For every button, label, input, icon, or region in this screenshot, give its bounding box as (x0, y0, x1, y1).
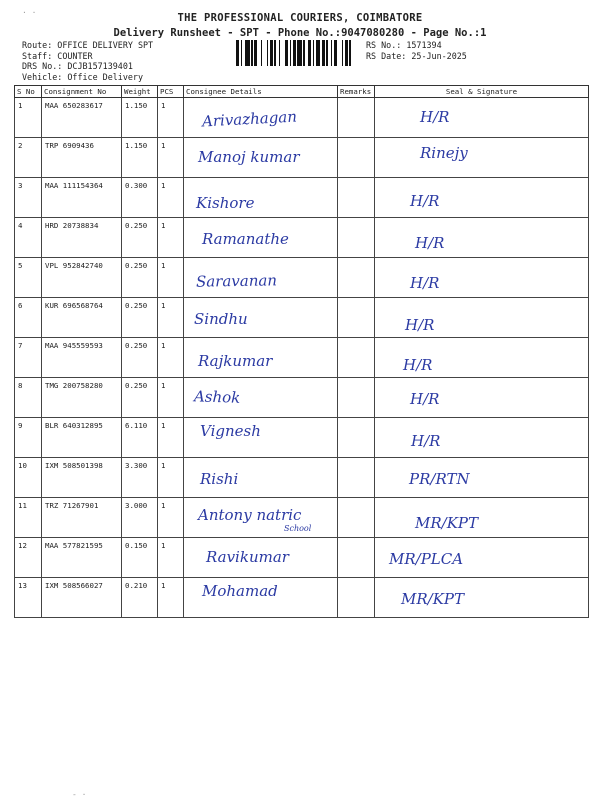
consignee-handwriting: Vignesh (200, 422, 261, 440)
cell-consignee (184, 258, 338, 298)
consignee-handwriting: Sindhu (194, 310, 248, 328)
cell-remarks (338, 298, 375, 338)
seal-handwriting: H/R (410, 192, 440, 210)
cell-seal-signature (375, 218, 589, 258)
table-row (15, 138, 589, 178)
vehicle-text: Vehicle: Office Delivery (22, 71, 144, 82)
cell-consignment-no: MAA 945559593 (42, 338, 122, 378)
cell-pcs: 1 (158, 418, 184, 458)
consignee-handwriting: Rishi (200, 470, 239, 488)
cell-weight: 1.150 (122, 138, 158, 178)
consignee-handwriting: Arivazhagan (201, 107, 298, 131)
cell-pcs: 1 (158, 498, 184, 538)
col-header-remarks: Remarks (338, 86, 375, 98)
route-text: Route: OFFICE DELIVERY SPT (22, 40, 154, 50)
cell-consignment-no: MAA 111154364 (42, 178, 122, 218)
consignee-handwriting: Rajkumar (198, 352, 273, 370)
cell-consignee (184, 298, 338, 338)
consignee-note-handwriting: School (284, 524, 312, 533)
runsheet-subtitle: Delivery Runsheet - SPT - Phone No.:9047080280 - Page No.:1 (113, 27, 487, 39)
cell-sno: 3 (15, 178, 42, 218)
seal-handwriting: H/R (410, 274, 440, 292)
table-row (15, 218, 589, 258)
table-row (15, 578, 589, 618)
cell-weight: 0.300 (122, 178, 158, 218)
company-title: THE PROFESSIONAL COURIERS, COIMBATORE (177, 12, 423, 24)
cell-consignment-no: TRP 6909436 (42, 138, 122, 178)
seal-handwriting: H/R (405, 316, 435, 334)
seal-handwriting: H/R (410, 390, 440, 408)
seal-handwriting: MR/KPT (401, 590, 465, 608)
cell-consignment-no: BLR 640312895 (42, 418, 122, 458)
runsheet-table (14, 85, 589, 618)
col-header-consignment: Consignment No (42, 86, 122, 98)
cell-weight: 0.150 (122, 538, 158, 578)
cell-sno: 12 (15, 538, 42, 578)
barcode (236, 40, 354, 66)
cell-weight: 0.250 (122, 338, 158, 378)
cell-consignment-no: KUR 696568764 (42, 298, 122, 338)
cell-remarks (338, 498, 375, 538)
cell-remarks (338, 178, 375, 218)
table-header-row (15, 86, 589, 98)
cell-consignee (184, 178, 338, 218)
cell-consignment-no: VPL 952842740 (42, 258, 122, 298)
scan-speck-top: · · (22, 8, 37, 17)
cell-sno: 8 (15, 378, 42, 418)
table-row (15, 98, 589, 138)
cell-consignment-no: MAA 650283617 (42, 98, 122, 138)
meta-right-block (366, 40, 467, 61)
table-row (15, 338, 589, 378)
cell-weight: 0.250 (122, 258, 158, 298)
cell-remarks (338, 338, 375, 378)
cell-consignment-no: TRZ 71267901 (42, 498, 122, 538)
cell-consignee (184, 578, 338, 618)
cell-remarks (338, 98, 375, 138)
table-row (15, 538, 589, 578)
drs-number-text: DRS No.: DCJB157139401 (22, 61, 133, 71)
col-header-sno: S No (15, 86, 42, 98)
cell-consignee (184, 538, 338, 578)
consignee-handwriting: Ramanathe (202, 230, 289, 248)
cell-seal-signature (375, 378, 589, 418)
cell-seal-signature (375, 138, 589, 178)
cell-pcs: 1 (158, 578, 184, 618)
table-row (15, 378, 589, 418)
cell-remarks (338, 258, 375, 298)
cell-seal-signature (375, 258, 589, 298)
cell-remarks (338, 458, 375, 498)
consignee-handwriting: Ravikumar (206, 548, 289, 566)
cell-sno: 4 (15, 218, 42, 258)
cell-consignee (184, 378, 338, 418)
seal-handwriting: H/R (403, 356, 433, 374)
rs-date-text: RS Date: 25-Jun-2025 (366, 50, 467, 61)
cell-seal-signature (375, 298, 589, 338)
cell-seal-signature (375, 578, 589, 618)
cell-consignment-no: IXM 508501398 (42, 458, 122, 498)
col-header-weight: Weight (122, 86, 158, 98)
cell-pcs: 1 (158, 378, 184, 418)
table-row (15, 498, 589, 538)
cell-consignment-no: TMG 200758280 (42, 378, 122, 418)
consignee-handwriting: Manoj kumar (198, 148, 300, 166)
cell-consignment-no: HRD 20738834 (42, 218, 122, 258)
consignee-handwriting: Ashok (193, 387, 241, 407)
cell-sno: 2 (15, 138, 42, 178)
staff-text: Staff: COUNTER (22, 50, 93, 61)
cell-consignee (184, 338, 338, 378)
rs-number-text: RS No.: 1571394 (366, 40, 442, 50)
cell-consignee (184, 498, 338, 538)
cell-seal-signature (375, 98, 589, 138)
table-row (15, 418, 589, 458)
cell-pcs: 1 (158, 218, 184, 258)
cell-consignee (184, 218, 338, 258)
cell-pcs: 1 (158, 298, 184, 338)
table-row (15, 258, 589, 298)
seal-handwriting: H/R (420, 108, 450, 126)
consignee-handwriting: Saravanan (195, 271, 278, 291)
cell-consignment-no: MAA 577821595 (42, 538, 122, 578)
cell-sno: 13 (15, 578, 42, 618)
cell-seal-signature (375, 498, 589, 538)
cell-pcs: 1 (158, 98, 184, 138)
scan-speck-bottom: - · (72, 790, 87, 799)
cell-consignee (184, 98, 338, 138)
cell-seal-signature (375, 538, 589, 578)
seal-handwriting: PR/RTN (409, 470, 470, 488)
cell-remarks (338, 138, 375, 178)
cell-weight: 3.000 (122, 498, 158, 538)
cell-remarks (338, 418, 375, 458)
cell-consignee (184, 458, 338, 498)
cell-pcs: 1 (158, 458, 184, 498)
consignee-handwriting: Mohamad (202, 582, 278, 600)
table-row (15, 178, 589, 218)
seal-handwriting: H/R (415, 234, 445, 252)
seal-handwriting: H/R (411, 432, 441, 450)
cell-pcs: 1 (158, 258, 184, 298)
consignee-handwriting: Antony natric (198, 506, 302, 524)
seal-handwriting: MR/PLCA (389, 550, 464, 568)
cell-seal-signature (375, 178, 589, 218)
cell-weight: 1.150 (122, 98, 158, 138)
cell-remarks (338, 538, 375, 578)
cell-remarks (338, 578, 375, 618)
cell-remarks (338, 218, 375, 258)
cell-weight: 0.250 (122, 298, 158, 338)
cell-weight: 0.250 (122, 218, 158, 258)
cell-consignee (184, 418, 338, 458)
cell-consignee (184, 138, 338, 178)
cell-sno: 9 (15, 418, 42, 458)
cell-weight: 0.250 (122, 378, 158, 418)
cell-sno: 6 (15, 298, 42, 338)
cell-pcs: 1 (158, 338, 184, 378)
cell-pcs: 1 (158, 538, 184, 578)
cell-sno: 11 (15, 498, 42, 538)
col-header-pcs: PCS (158, 86, 184, 98)
cell-sno: 7 (15, 338, 42, 378)
cell-pcs: 1 (158, 178, 184, 218)
cell-seal-signature (375, 458, 589, 498)
cell-weight: 3.300 (122, 458, 158, 498)
cell-sno: 10 (15, 458, 42, 498)
cell-sno: 5 (15, 258, 42, 298)
seal-handwriting: Rinejy (420, 144, 468, 162)
meta-left-block (22, 40, 153, 82)
col-header-seal: Seal & Signature (375, 86, 589, 98)
cell-consignment-no: IXM 508566027 (42, 578, 122, 618)
seal-handwriting: MR/KPT (415, 514, 479, 532)
cell-weight: 0.210 (122, 578, 158, 618)
cell-weight: 6.110 (122, 418, 158, 458)
table-row (15, 458, 589, 498)
table-row (15, 298, 589, 338)
cell-sno: 1 (15, 98, 42, 138)
cell-pcs: 1 (158, 138, 184, 178)
cell-remarks (338, 378, 375, 418)
cell-seal-signature (375, 418, 589, 458)
cell-seal-signature (375, 338, 589, 378)
consignee-handwriting: Kishore (196, 194, 255, 212)
col-header-consignee: Consignee Details (184, 86, 338, 98)
